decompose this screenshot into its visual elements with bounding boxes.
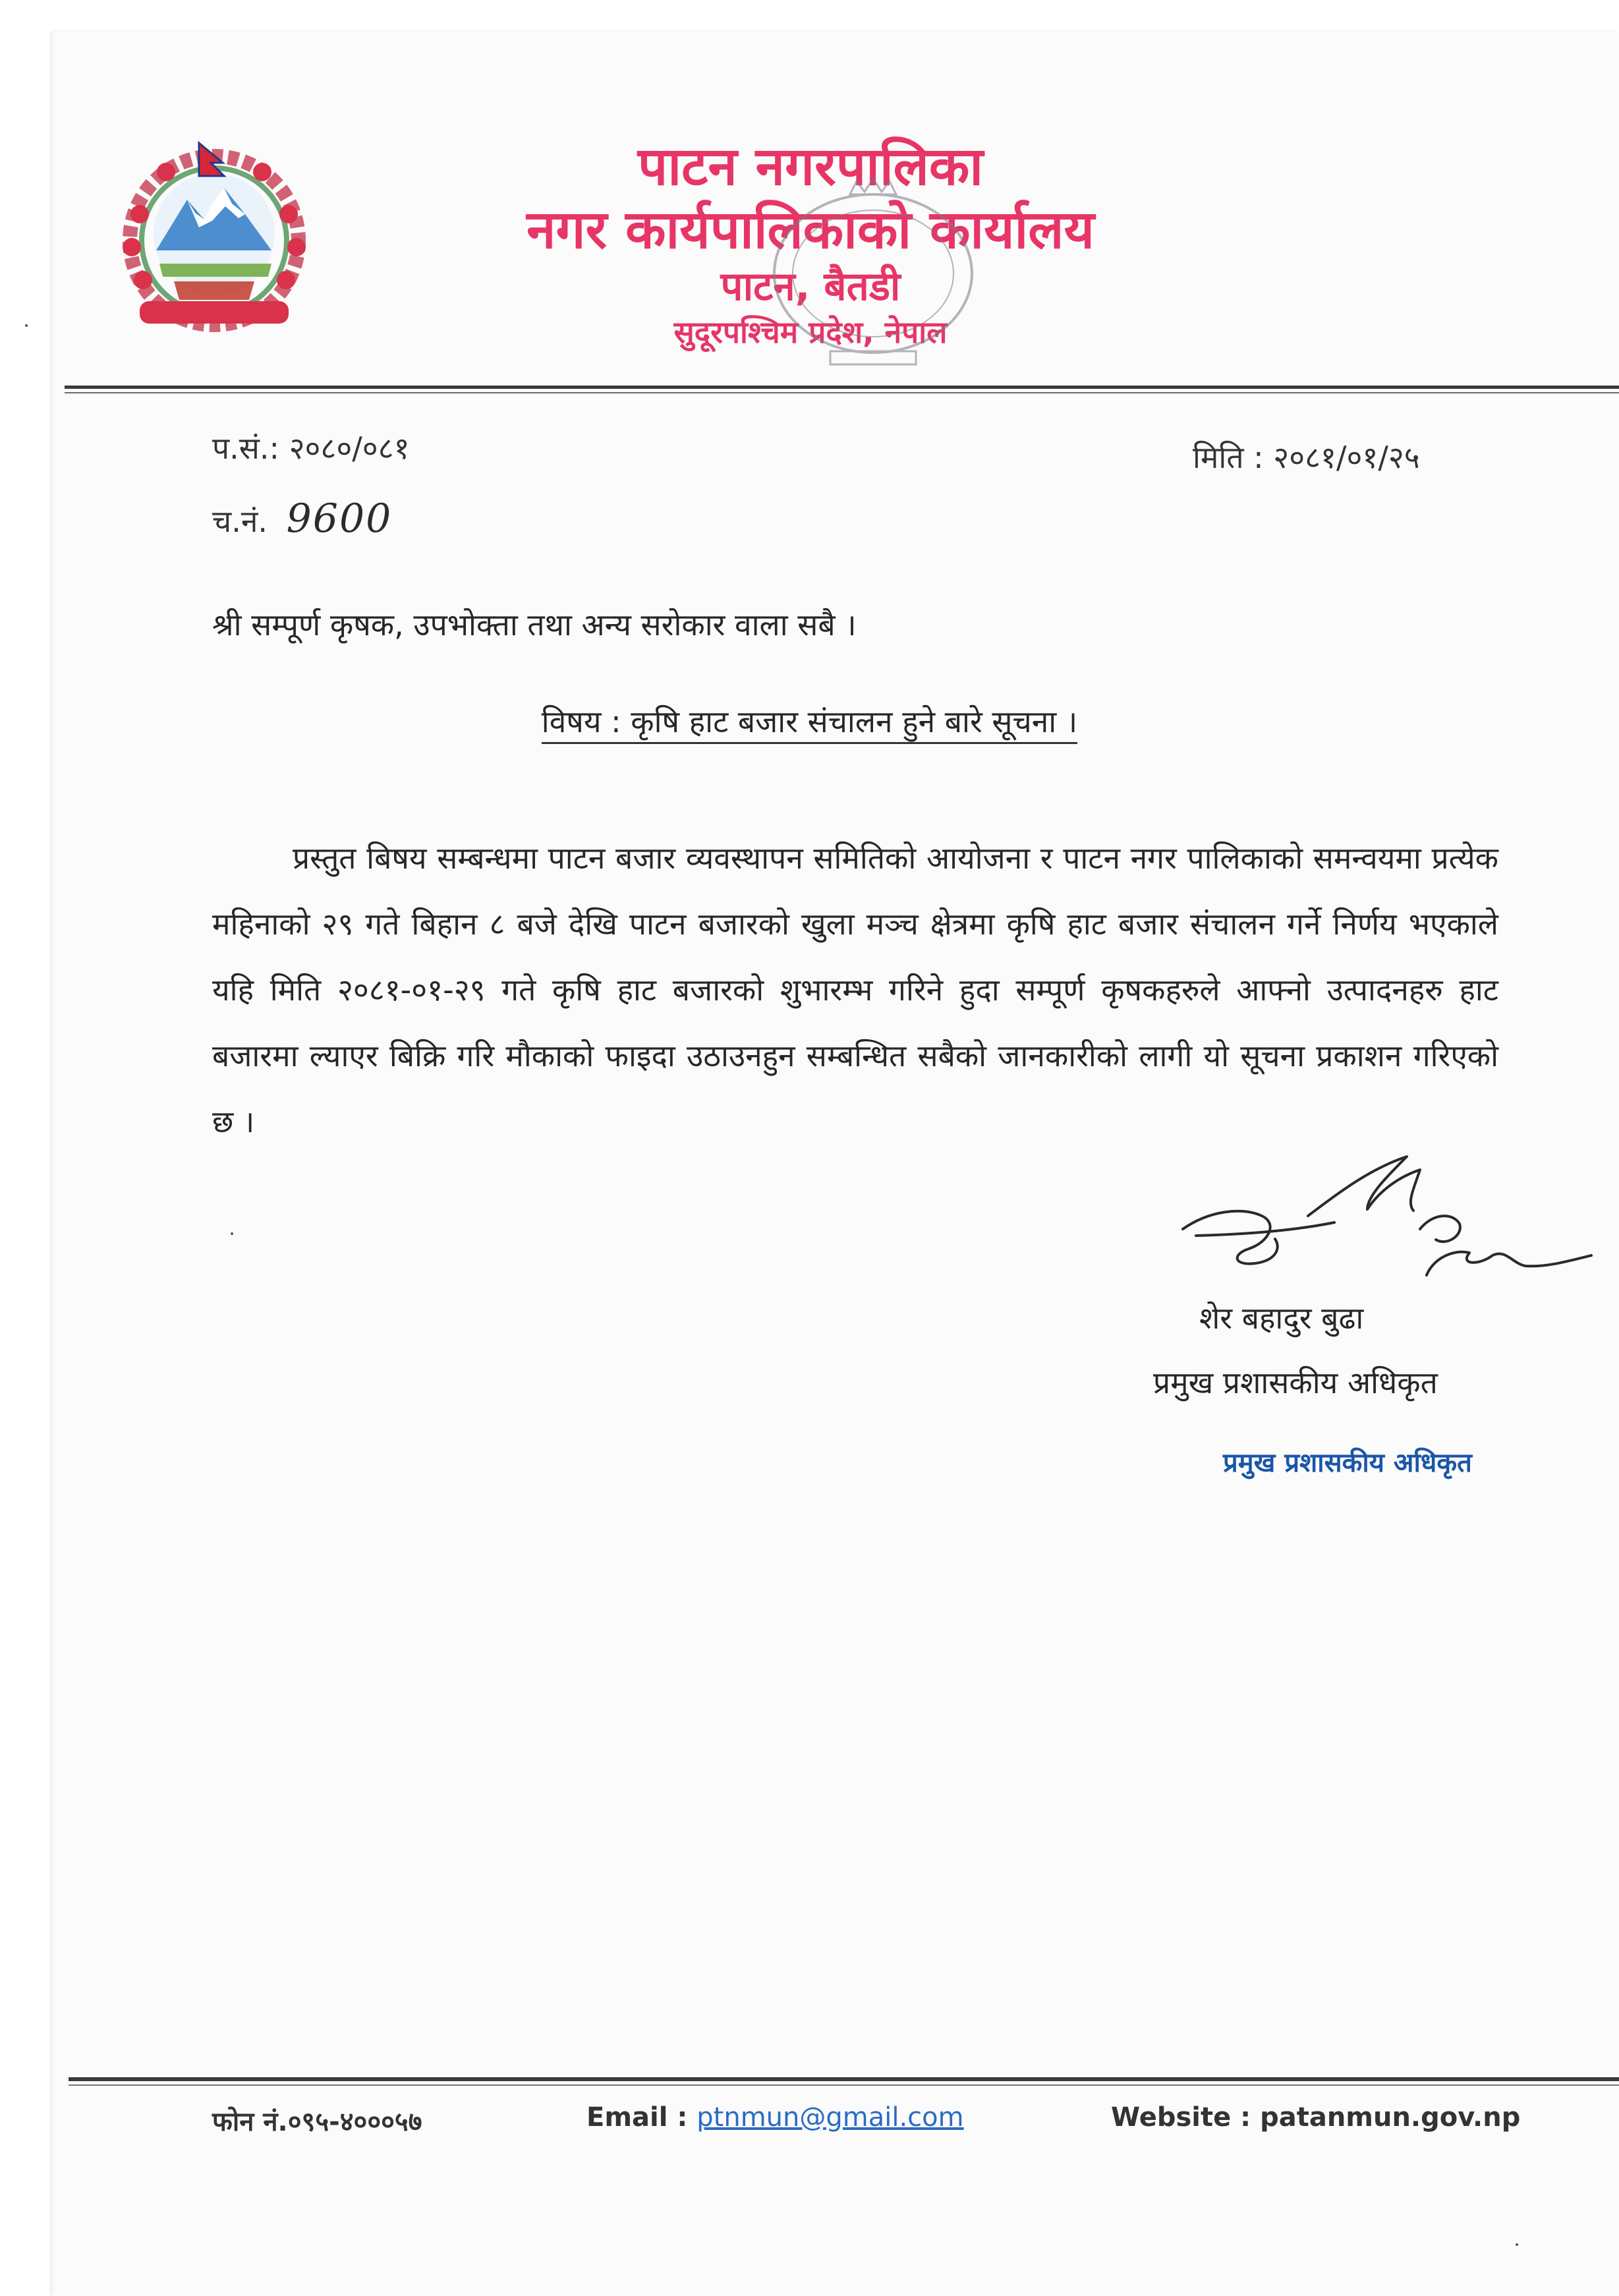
scan-speck — [1516, 2243, 1518, 2246]
office-seal-stamp — [751, 175, 995, 392]
office-name: नगर कार्यपालिकाको कार्यालय — [526, 199, 1094, 260]
scan-speck — [231, 1232, 233, 1235]
dispatch-label: च.नं. — [212, 503, 268, 539]
notice-body: प्रस्तुत बिषय सम्बन्धमा पाटन बजार व्यवस्थापन समितिको आयोजना र पाटन नगर पालिकाको समन्वयमा प्रत्येक महिनाको २९ गते बिहान ८ बजे देखि पाटन बजारको खुला मञ्च क्षेत्रमा कृषि हाट बजार संचालन गर्ने निर्णय भएकाले यहि मिति २०८१-०१-२९ गते कृषि हाट बजारको शुभारम्भ गरिने हुदा सम्पूर्ण कृषकहरुले आफ्नो उत्पादनहरु हाट बजारमा ल्याएर बिक्रि गरि मौकाको फाइदा उठाउनहुन सम्बन्धित सबैको जानकारीको लागी यो सूचना प्रकाशन गरिएको छ । — [212, 840, 1498, 1139]
handwritten-signature — [1170, 1150, 1605, 1315]
dispatch-handwritten: 9600 — [286, 496, 393, 542]
nepal-emblem-icon — [113, 135, 315, 333]
municipality-name: पाटन नगरपालिका — [637, 136, 984, 197]
letter-date: मिति : २०८१/०१/२५ — [1193, 440, 1420, 475]
footer-email — [586, 2102, 964, 2133]
header-divider — [65, 386, 1619, 389]
header-divider-thin — [65, 392, 1619, 393]
office-location: पाटन, बैतडी — [720, 264, 901, 310]
addressee: श्री सम्पूर्ण कृषक, उपभोक्ता तथा अन्य सरोकार वाला सबै । — [212, 607, 857, 643]
footer-divider-thin — [69, 2084, 1619, 2086]
letter-number: प.सं.: २०८०/०८१ — [212, 430, 410, 466]
signer-name: शेर बहादुर बुढा — [1199, 1300, 1364, 1336]
email-label: Email : — [586, 2102, 688, 2133]
footer-website: Website : patanmun.gov.np — [1111, 2102, 1521, 2133]
signer-title: प्रमुख प्रशासकीय अधिकृत — [1153, 1365, 1438, 1400]
footer-phone: फोन नं.०९५-४०००५७ — [212, 2107, 422, 2137]
signer-stamp: प्रमुख प्रशासकीय अधिकृत — [1223, 1448, 1472, 1478]
scan-speck — [25, 324, 28, 327]
office-province: सुदूरपश्चिम प्रदेश, नेपाल — [673, 314, 948, 350]
email-link[interactable]: ptnmun@gmail.com — [696, 2102, 964, 2133]
footer-divider — [69, 2077, 1619, 2081]
subject-text: विषय : कृषि हाट बजार संचालन हुने बारे सूचना । — [542, 704, 1077, 744]
subject-line — [0, 701, 1619, 741]
dispatch-number — [212, 496, 392, 542]
